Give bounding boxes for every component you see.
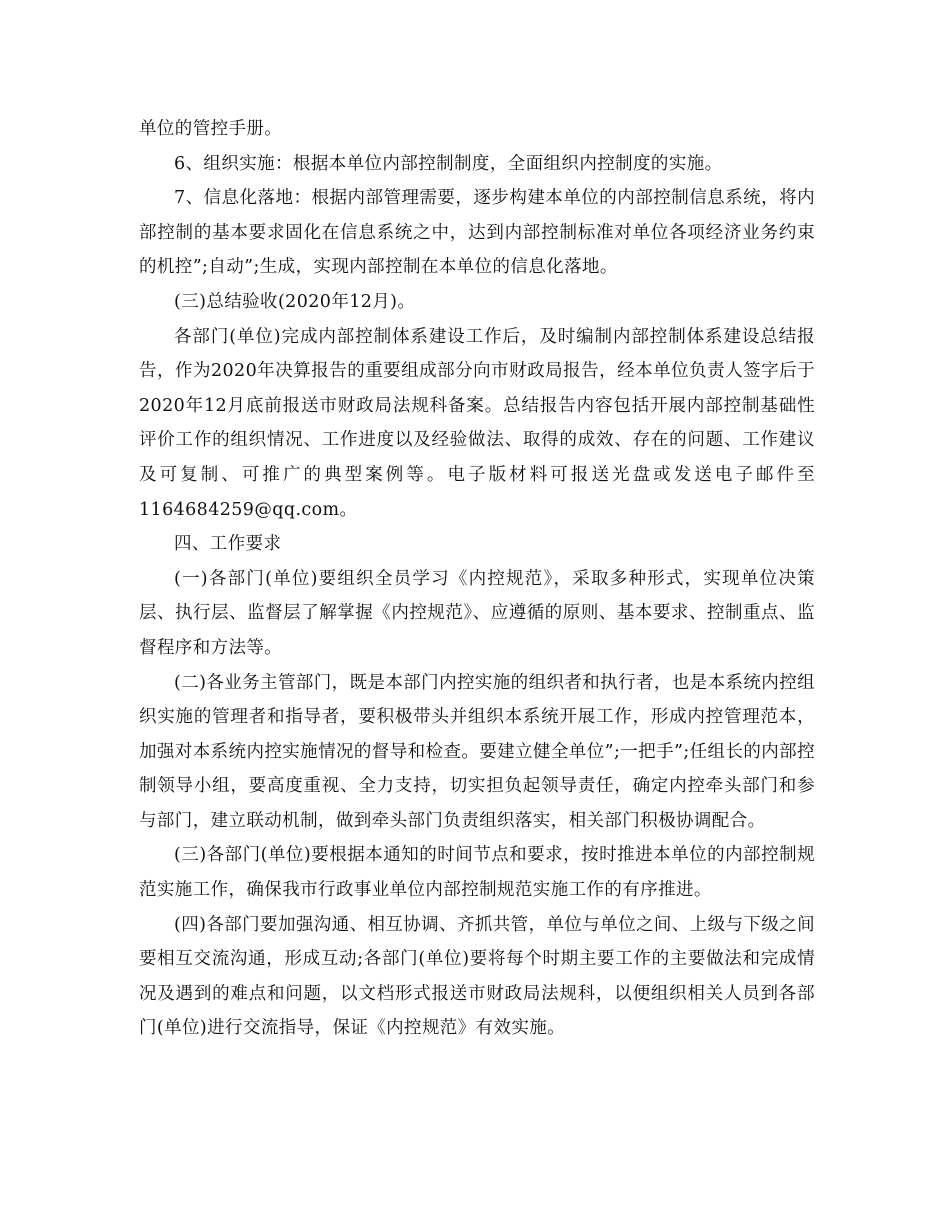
- paragraph-item-7: 7、信息化落地：根据内部管理需要，逐步构建本单位的内部控制信息系统，将内部控制的基本要求固化在信息系统之中，达到内部控制标准对单位各项经济业务约束的机控”;自动”;生成，实现内部控制在本单位的信息化落地。: [139, 188, 815, 278]
- paragraph-requirement-1: (一)各部门(单位)要组织全员学习《内控规范》，采取多种形式，实现单位决策层、执行层、监督层了解掌握《内控规范》、应遵循的原则、基本要求、控制重点、监督程序和方法等。: [139, 568, 815, 658]
- section-heading-summary-acceptance: (三)总结验收(2020年12月)。: [174, 291, 416, 312]
- document-body: [139, 112, 815, 1046]
- paragraph-requirement-3: (三)各部门(单位)要根据本通知的时间节点和要求，按时推进本单位的内部控制规范实施工作，确保我市行政事业单位内部控制规范实施工作的有序推进。: [139, 845, 815, 901]
- paragraph-item-6: 6、组织实施：根据本单位内部控制制度，全面组织内控制度的实施。: [174, 153, 723, 174]
- paragraph-continuation: 单位的管控手册。: [139, 119, 283, 139]
- paragraph-requirement-4: (四)各部门要加强沟通、相互协调、齐抓共管，单位与单位之间、上级与下级之间要相互交流沟通，形成互动;各部门(单位)要将每个时期主要工作的主要做法和完成情况及遇到的难点和问题，以文档形式报送市财政局法规科，以便组织相关人员到各部门(单位)进行交流指导，保证《内控规范》有效实施。: [139, 914, 815, 1039]
- section-heading-work-requirements: 四、工作要求: [174, 534, 282, 555]
- paragraph-requirement-2: (二)各业务主管部门，既是本部门内控实施的组织者和执行者，也是本系统内控组织实施的管理者和指导者，要积极带头并组织本系统开展工作，形成内控管理范本，加强对本系统内控实施情况的督导和检查。要建立健全单位”;一把手”;任组长的内部控制领导小组，要高度重视、全力支持，切实担负起领导责任，确定内控牵头部门和参与部门，建立联动机制，做到牵头部门负责组织落实，相关部门积极协调配合。: [139, 672, 815, 831]
- paragraph-summary-report: 各部门(单位)完成内部控制体系建设工作后，及时编制内部控制体系建设总结报告，作为2020年决算报告的重要组成部分向市财政局报告，经本单位负责人签字后于2020年12月底前报送市财政局法规科备案。总结报告内容包括开展内部控制基础性评价工作的组织情况、工作进度以及经验做法、取得的成效、存在的问题、工作建议及可复制、可推广的典型案例等。电子版材料可报送光盘或发送电子邮件至1164684259@qq.com。: [139, 326, 815, 520]
